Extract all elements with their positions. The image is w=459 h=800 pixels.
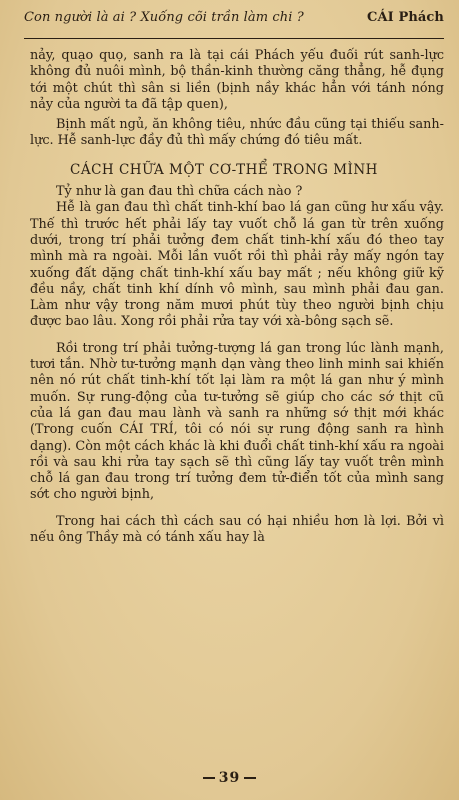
page-number [0, 770, 459, 786]
running-header [24, 10, 444, 25]
question-line: Tỷ như là gan đau thì chữa cách nào ? [56, 184, 303, 200]
body-paragraph: Rồi trong trí phải tưởng-tượng lá gan trong lúc lành mạnh, tươi tắn. Nhờ tư-tưởng mạnh dạn vàng theo linh minh sai khiến nên nó rút chất tinh-khí tốt lại làm ra một lá gan như ý mình muốn. Sự rung-động của tư-tưởng sẽ giúp cho các sớ thịt cũ của lá gan đau mau lành và sanh ra những sớ thịt mới khác (Trong cuốn CÁI TRÍ, tôi có nói sự rung động sanh ra hình dạng). Còn một cách khác là khi đuổi chất tinh-khí xấu ra ngoài rồi và sau khi rửa tay sạch sẽ thì cũng lấy tay vuốt trên mình chỗ lá gan đau trong trí tưởng đem tử-điển tốt của mình sang sớt cho người bịnh, [30, 340, 444, 503]
running-header-title: Con người là ai ? Xuống cõi trần làm chi ? [24, 10, 304, 25]
running-header-section: CÁI Phách [367, 10, 444, 25]
body-paragraph: Trong hai cách thì cách sau có hại nhiều hơn là lợi. Bởi vì nếu ông Thầy mà có tánh xấu hay là [30, 513, 444, 546]
body-paragraph: nảy, quạo quọ, sanh ra là tại cái Phách yếu đuối rút sanh-lực không đủ nuôi mình, bộ thần-kinh thường căng thẳng, hễ đụng tới một chút thì sân si liền (bịnh nầy khác hẳn với tánh nóng nảy của người ta đã tập quen), [30, 48, 444, 112]
page-number-value: 39 [218, 770, 241, 786]
section-heading: CÁCH CHỮA MỘT CƠ-THỂ TRONG MÌNH [70, 161, 378, 178]
page-number-dash-left [203, 777, 215, 779]
body-paragraph: Hễ là gan đau thì chất tinh-khí bao lá gan cũng hư xấu vậy. Thế thì trước hết phải lấy tay vuốt chỗ lá gan từ trên xuống dưới, trong trí phải tưởng đem chất tinh-khí xấu đó theo tay mình mà ra ngoài. Mỗi lần vuốt rồi thì phải rảy mấy ngón tay xuống đất dặng chất tinh-khí xấu bay mất ; nếu không giữ kỹ đều nầy, chất tinh khí dính vô mình, sau mình phải đau gan. Làm như vậy trong năm mươi phút tùy theo người bịnh chịu được bao lâu. Xong rồi phải rửa tay với xà-bông sạch sẽ. [30, 200, 444, 330]
page-number-dash-right [244, 777, 256, 779]
body-paragraph: Bịnh mất ngủ, ăn không tiêu, nhức đầu cũng tại thiếu sanh-lực. Hễ sanh-lực đầy đủ thì mấy chứng đó tiêu mất. [30, 117, 444, 149]
page-body [30, 48, 444, 546]
header-rule [24, 38, 444, 39]
